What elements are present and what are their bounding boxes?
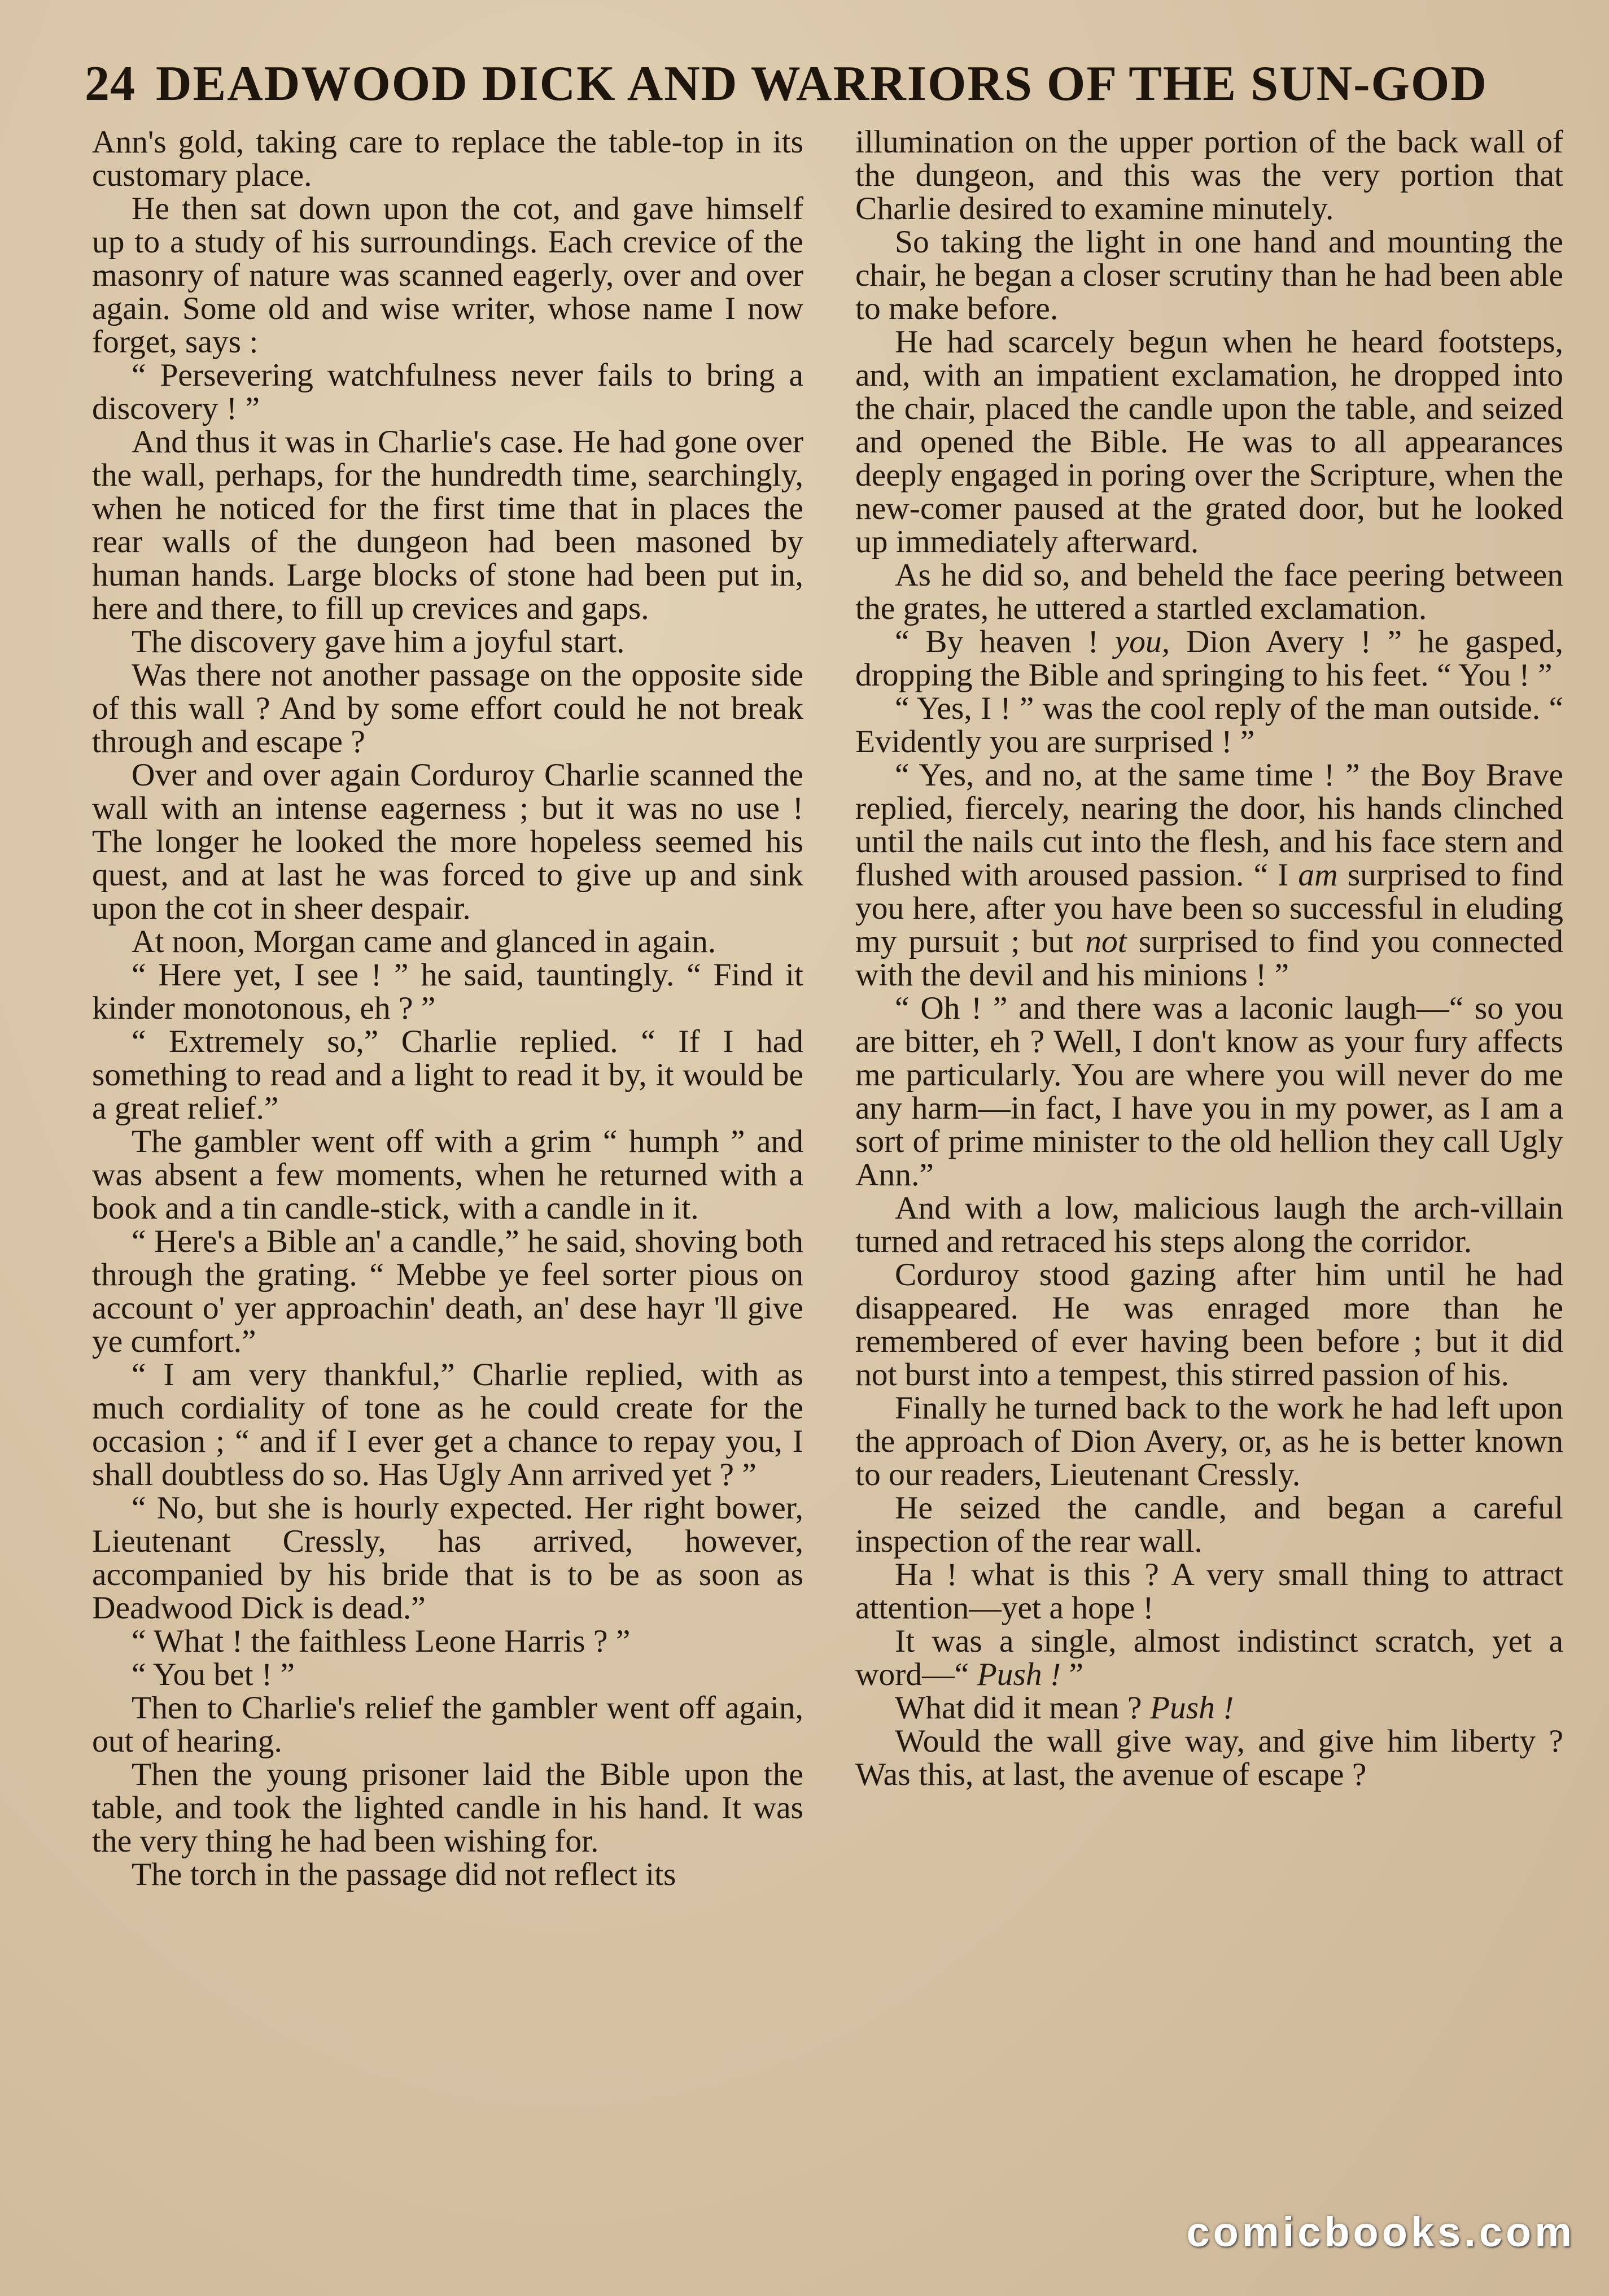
text-run: ” bbox=[1061, 1657, 1084, 1692]
paragraph bbox=[855, 625, 1563, 692]
text-run: It was a single, almost indistinct scratch, yet a word—“ bbox=[855, 1623, 1563, 1692]
italic-text: Push ! bbox=[1149, 1690, 1234, 1726]
paragraph: As he did so, and beheld the face peering between the grates, he uttered a startled exclamation. bbox=[855, 557, 1563, 626]
paragraph: “ Extremely so,” Charlie replied. “ If I had something to read and a light to read it by, it would be a great relief.” bbox=[92, 1024, 803, 1126]
paragraph: “ Oh ! ” and there was a laconic laugh—“ so you are bitter, eh ? Well, I don't know as your fury affects me particularly. You are where you will never do me any harm—in fact, I have you in my power, as I am a sort of prime minister to the old hellion they call Ugly Ann.” bbox=[855, 990, 1563, 1193]
paragraph: Ha ! what is this ? A very small thing to attract attention—yet a hope ! bbox=[855, 1557, 1563, 1626]
text-run: surprised to find you connected with the devil and his minions ! ” bbox=[855, 924, 1563, 993]
paragraph: And thus it was in Charlie's case. He had gone over the wall, perhaps, for the hundredth time, searchingly, when he noticed for the first time that in places the rear walls of the dungeon had been masoned by human hands. Large blocks of stone had been put in, here and there, to fill up crevices and gaps. bbox=[92, 424, 803, 626]
paragraph: “ Yes, I ! ” was the cool reply of the man outside. “ Evidently you are surprised ! ” bbox=[855, 691, 1563, 759]
paragraph: The gambler went off with a grim “ humph ” and was absent a few moments, when he returned with a book and a tin candle-stick, with a candle in it. bbox=[92, 1124, 803, 1226]
italic-text: Push ! bbox=[977, 1657, 1061, 1692]
text-run: What did it mean ? bbox=[895, 1690, 1150, 1726]
paragraph: He had scarcely begun when he heard footsteps, and, with an impatient exclamation, he dropped into the chair, placed the candle upon the table, and seized and opened the Bible. He was to all appearances deeply engaged in poring over the Scripture, when the new-comer paused at the grated door, but he looked up immediately afterward. bbox=[855, 324, 1563, 560]
paragraph: Ann's gold, taking care to replace the table-top in its customary place. bbox=[92, 125, 803, 193]
text-run: “ Yes, and no, at the same time ! ” the Boy Brave replied, fiercely, nearing the door, his hands clinched until the nails cut into the flesh, and his face stern and flushed with aroused passion. “ I bbox=[855, 757, 1563, 893]
italic-text: not bbox=[1085, 924, 1127, 959]
page-header bbox=[85, 50, 1558, 117]
paragraph: “ You bet ! ” bbox=[132, 1657, 295, 1692]
paragraph: The torch in the passage did not reflect its bbox=[132, 1857, 676, 1892]
paragraph: Was there not another passage on the opposite side of this wall ? And by some effort could he not break through and escape ? bbox=[92, 657, 803, 759]
paragraph: And with a low, malicious laugh the arch-villain turned and retraced his steps along the corridor. bbox=[855, 1190, 1563, 1259]
paragraph: At noon, Morgan came and glanced in again. bbox=[132, 924, 716, 959]
paragraph: “ Persevering watchfulness never fails to bring a discovery ! ” bbox=[92, 357, 803, 426]
paragraph: Finally he turned back to the work he had left upon the approach of Dion Avery, or, as he is better known to our readers, Lieutenant Cressly. bbox=[855, 1390, 1563, 1492]
text-run: surprised to find you here, after you have been so successful in eluding my pursuit ; but bbox=[855, 857, 1563, 959]
paragraph: “ What ! the faithless Leone Harris ? ” bbox=[132, 1623, 631, 1659]
paragraph: “ I am very thankful,” Charlie replied, with as much cordiality of tone as he could create for the occasion ; “ and if I ever get a chance to repay you, I shall doubtless do so. Has Ugly Ann arrived yet ? ” bbox=[92, 1357, 803, 1492]
paragraph: The discovery gave him a joyful start. bbox=[132, 624, 625, 660]
right-column bbox=[855, 125, 1563, 2237]
paragraph bbox=[855, 1691, 1563, 1725]
paragraph bbox=[855, 758, 1563, 992]
paragraph: Over and over again Corduroy Charlie scanned the wall with an intense eagerness ; but it was no use ! The longer he looked the more hopeless seemed his quest, and at last he was forced to give up and sink upon the cot in sheer despair. bbox=[92, 757, 803, 926]
paragraph: He seized the candle, and began a careful inspection of the rear wall. bbox=[855, 1490, 1563, 1559]
italic-text: you, bbox=[1114, 624, 1170, 660]
paragraph: Would the wall give way, and give him liberty ? Was this, at last, the avenue of escape ? bbox=[855, 1723, 1563, 1792]
paragraph: Corduroy stood gazing after him until he had disappeared. He was enraged more than he remembered of ever having been before ; but it did not burst into a tempest, this stirred passion of his. bbox=[855, 1257, 1563, 1393]
left-column bbox=[92, 125, 803, 2237]
page-number: 24 bbox=[85, 56, 135, 111]
paragraph: illumination on the upper portion of the back wall of the dungeon, and this was the very portion that Charlie desired to examine minutely. bbox=[855, 125, 1563, 226]
paragraph: Then the young prisoner laid the Bible upon the table, and took the lighted candle in his hand. It was the very thing he had been wishing for. bbox=[92, 1757, 803, 1859]
paragraph: So taking the light in one hand and mounting the chair, he began a closer scrutiny than he had been able to make before. bbox=[855, 224, 1563, 326]
paragraph: Then to Charlie's relief the gambler went off again, out of hearing. bbox=[92, 1690, 803, 1759]
watermark: comicbooks.com bbox=[1186, 2208, 1575, 2255]
italic-text: am bbox=[1298, 857, 1338, 893]
text-run: Dion Avery ! ” he gasped, dropping the Bible and springing to his feet. “ You ! ” bbox=[855, 624, 1563, 693]
paragraph: “ Here yet, I see ! ” he said, tauntingly. “ Find it kinder monotonous, eh ? ” bbox=[92, 957, 803, 1026]
paragraph bbox=[855, 1625, 1563, 1691]
page-title: DEADWOOD DICK AND WARRIORS OF THE SUN-GOD bbox=[156, 56, 1488, 111]
text-run: “ By heaven ! bbox=[895, 624, 1115, 660]
paragraph: “ No, but she is hourly expected. Her right bower, Lieutenant Cressly, has arrived, however, accompanied by his bride that is to be as soon as Deadwood Dick is dead.” bbox=[92, 1490, 803, 1626]
paragraph: “ Here's a Bible an' a candle,” he said, shoving both through the grating. “ Mebbe ye feel sorter pious on account o' yer approachin' death, an' dese hayr 'll give ye cumfort.” bbox=[92, 1224, 803, 1359]
paragraph: He then sat down upon the cot, and gave himself up to a study of his surroundings. Each crevice of the masonry of nature was scanned eagerly, over and over again. Some old and wise writer, whose name I now forget, says : bbox=[92, 191, 803, 360]
